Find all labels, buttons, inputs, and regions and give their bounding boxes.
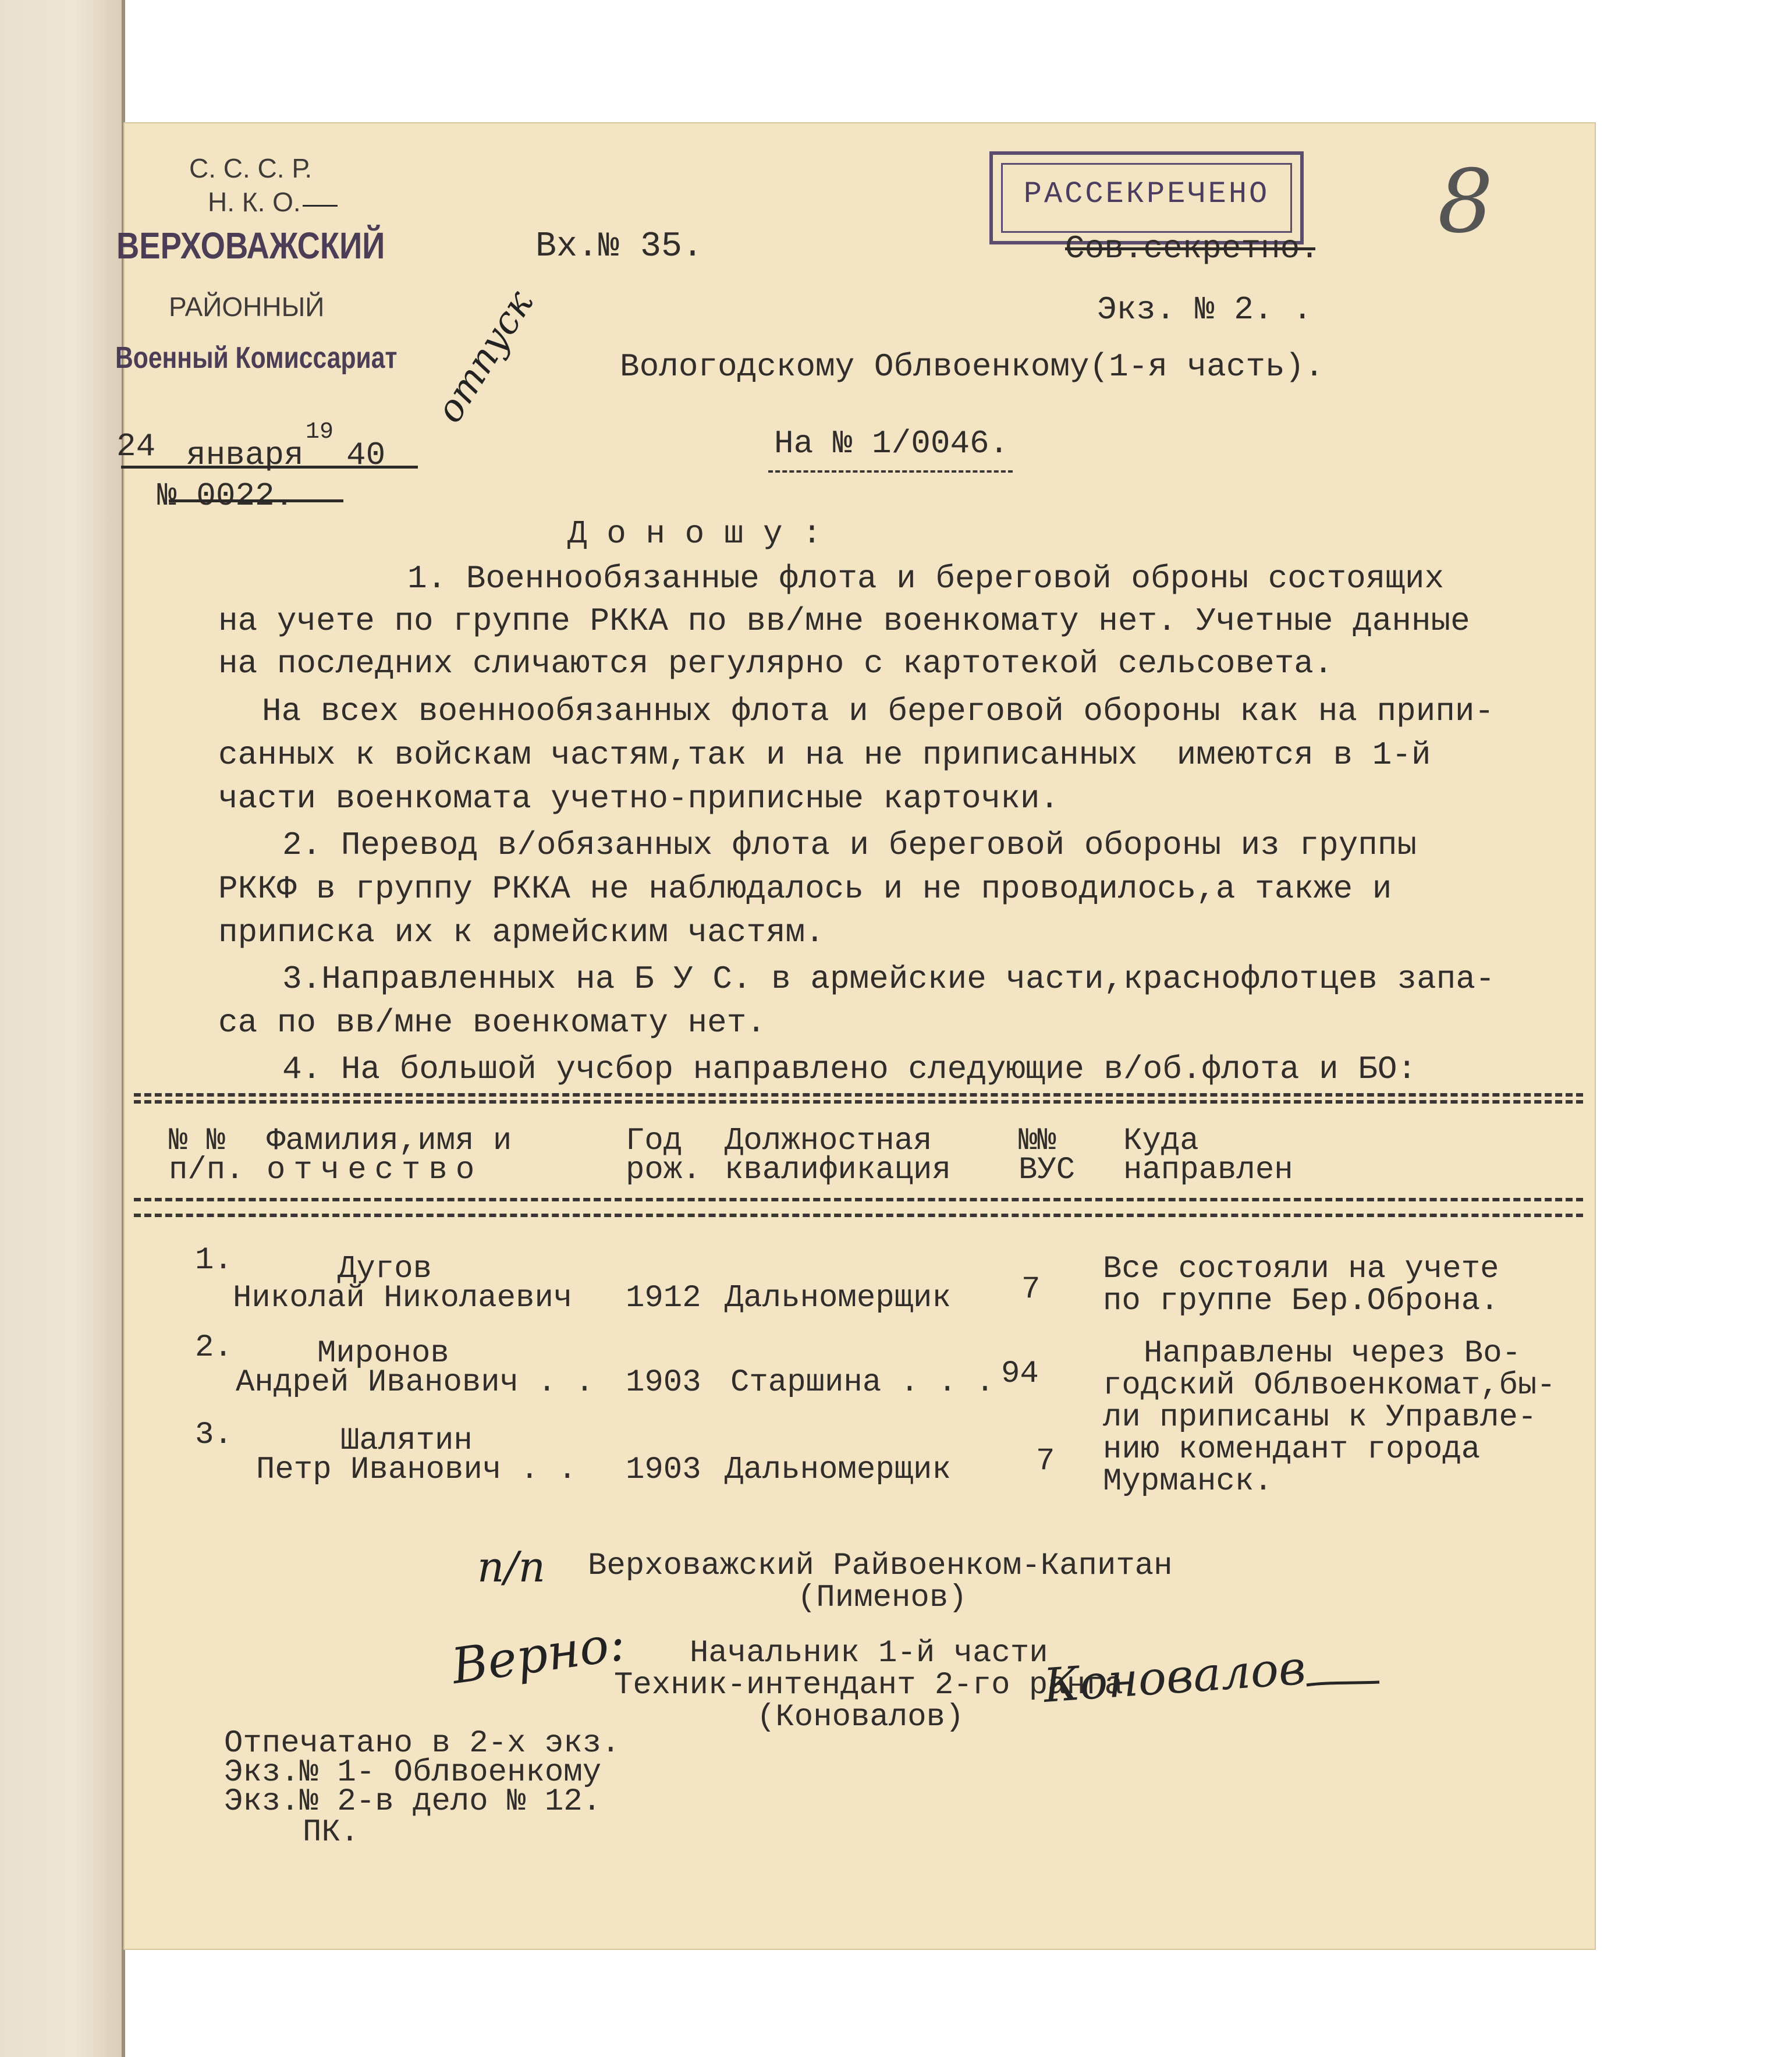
footer-line: ПК. bbox=[303, 1815, 360, 1850]
table-rule-header bbox=[134, 1198, 1583, 1201]
row-1-year: 1912 bbox=[626, 1281, 701, 1316]
copy-number: Экз. № 2. . bbox=[1097, 291, 1312, 328]
body-line: са по вв/мне военкомату нет. bbox=[218, 1004, 766, 1041]
footer-line: Экз.№ 2-в дело № 12. bbox=[224, 1784, 602, 1820]
date-year: 40 bbox=[346, 437, 386, 474]
row-3-num: 3. bbox=[195, 1417, 233, 1453]
body-line: санных к войскам частям,так и на не приписанных имеются в 1-й bbox=[218, 736, 1431, 774]
row-3-vus: 7 bbox=[1036, 1444, 1055, 1479]
date-month: января bbox=[186, 437, 304, 474]
body-line: РККФ в группу РККА не наблюдалось и не проводилось,а также и bbox=[218, 870, 1392, 907]
outgoing-number: № 0022. bbox=[157, 477, 294, 515]
footer-line: Отпечатано в 2-х экз. bbox=[224, 1726, 620, 1761]
note-line: ли приписаны к Управле- bbox=[1103, 1400, 1537, 1435]
th-qual-2: квалификация bbox=[725, 1152, 951, 1188]
th-year-2: рож. bbox=[626, 1152, 701, 1188]
note-line: Все состояли на учете bbox=[1103, 1251, 1499, 1287]
row-1-qual: Дальномерщик bbox=[725, 1281, 951, 1316]
row-1-given: Николай Николаевич bbox=[233, 1281, 573, 1316]
handwritten-page-number: 8 bbox=[1438, 151, 1493, 253]
row-1-surname: Дугов bbox=[338, 1251, 432, 1287]
row-3-year: 1903 bbox=[626, 1452, 701, 1488]
body-line: На всех военнообязанных флота и береговой обороны как на припи- bbox=[262, 693, 1495, 730]
reference-number: На № 1/0046. bbox=[774, 425, 1009, 462]
footer-line: Экз.№ 1- Облвоенкому bbox=[224, 1755, 602, 1790]
th-name-1: Фамилия,имя и bbox=[267, 1123, 512, 1159]
report-heading: Д о н о ш у : bbox=[567, 515, 822, 552]
header-rayon: РАЙОННЫЙ bbox=[169, 292, 325, 322]
note-line: нию комендант города bbox=[1103, 1432, 1481, 1467]
th-name-2: отчество bbox=[267, 1152, 483, 1188]
body-line: части военкомата учетно-приписные карточки. bbox=[218, 780, 1060, 817]
header-commissariat: Военный Комиссариат bbox=[115, 341, 398, 375]
note-line: Мурманск. bbox=[1103, 1464, 1273, 1499]
commissar-title: Верховажский Райвоенком-Капитан bbox=[588, 1548, 1173, 1584]
header-nko: Н. К. О. bbox=[208, 187, 301, 217]
th-num-1: № № bbox=[169, 1123, 226, 1159]
incoming-number: Вх.№ 35. bbox=[535, 227, 704, 267]
body-line: приписка их к армейским частям. bbox=[218, 914, 825, 951]
handwritten-margin-note: отпуск bbox=[428, 283, 542, 431]
chief-title: Начальник 1-й части bbox=[690, 1636, 1048, 1671]
th-vus-2: ВУС bbox=[1019, 1152, 1076, 1188]
chief-name: (Коновалов) bbox=[757, 1700, 964, 1735]
body-line: 2. Перевод в/обязанных флота и береговой обороны из группы bbox=[282, 827, 1417, 864]
date-19: 19 bbox=[306, 419, 334, 445]
th-year-1: Год bbox=[626, 1123, 683, 1159]
declassified-stamp: РАССЕКРЕЧЕНО bbox=[989, 151, 1304, 244]
body-line: 3.Направленных на Б У С. в армейские части,краснофлотцев запа- bbox=[282, 960, 1495, 998]
chief-rank: Техник-интендант 2-го ранга bbox=[614, 1668, 1123, 1703]
row-2-surname: Миронов bbox=[317, 1336, 449, 1371]
date-day: 24 bbox=[116, 428, 156, 465]
adjacent-page bbox=[0, 0, 125, 2057]
header-ussr: С. С. С. Р. bbox=[189, 153, 313, 183]
th-num-2: п/п. bbox=[169, 1152, 244, 1188]
chief-signature: Коновалов bbox=[1042, 1640, 1308, 1713]
addressee: Вологодскому Облвоенкому(1-я часть). bbox=[620, 348, 1324, 385]
body-line: 1. Военнообязанные флота и береговой оброны состоящих bbox=[407, 560, 1445, 597]
row-2-vus: 94 bbox=[1001, 1356, 1039, 1392]
row-1-vus: 7 bbox=[1021, 1272, 1041, 1307]
body-line: на последних сличаются регулярно с картотекой сельсовета. bbox=[218, 645, 1333, 682]
note-line: годский Облвоенкомат,бы- bbox=[1103, 1368, 1556, 1403]
body-line: на учете по группе РККА по вв/мне военкомату нет. Учетные данные bbox=[218, 602, 1470, 640]
row-2-given: Андрей Иванович . . bbox=[236, 1365, 594, 1400]
note-line: Направлены через Во- bbox=[1144, 1336, 1521, 1371]
th-vus-1: №№ bbox=[1019, 1123, 1056, 1159]
header-district: ВЕРХОВАЖСКИЙ bbox=[116, 225, 385, 267]
secrecy-label: Сов.секретно. bbox=[1065, 230, 1319, 267]
row-2-num: 2. bbox=[195, 1330, 233, 1366]
note-line: по группе Бер.Оброна. bbox=[1103, 1283, 1499, 1319]
row-1-num: 1. bbox=[195, 1243, 233, 1278]
signature-mark: п/п bbox=[477, 1542, 545, 1591]
th-qual-1: Должностная bbox=[725, 1123, 932, 1159]
row-3-qual: Дальномерщик bbox=[725, 1452, 951, 1488]
verno-handwritten: Верно: bbox=[448, 1614, 629, 1696]
row-2-year: 1903 bbox=[626, 1365, 701, 1400]
row-2-qual: Старшина . . . bbox=[730, 1365, 995, 1400]
th-dest-2: направлен bbox=[1123, 1152, 1293, 1188]
th-dest-1: Куда bbox=[1123, 1123, 1199, 1159]
row-3-given: Петр Иванович . . bbox=[256, 1452, 577, 1488]
body-line: 4. На большой учсбор направлено следующие в/об.флота и БО: bbox=[282, 1051, 1417, 1088]
commissar-name: (Пименов) bbox=[797, 1580, 967, 1616]
table-rule-top bbox=[134, 1093, 1583, 1097]
signature-tail bbox=[1304, 1671, 1385, 1694]
row-3-surname: Шалятин bbox=[340, 1423, 473, 1459]
